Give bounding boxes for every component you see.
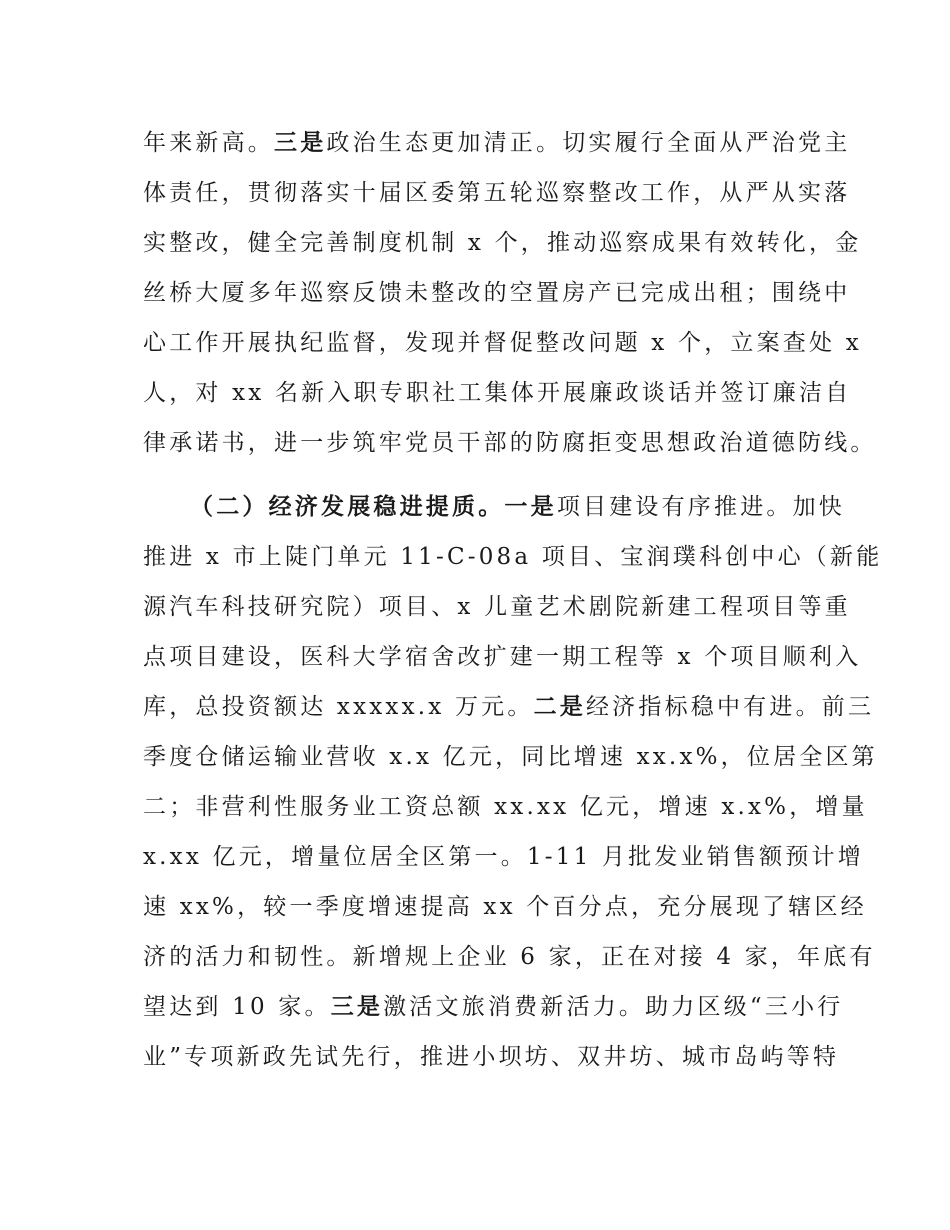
text-run: 体责任，贯彻落实十届区委第五轮巡察整改工作，从严从实落 <box>143 180 851 206</box>
text-line <box>143 937 876 977</box>
text-run: 政治生态更加清正。切实履行全面从严治党主 <box>326 130 851 156</box>
text-line <box>143 423 877 463</box>
text-run: 实整改，健全完善制度机制 x 个，推动巡察成果有效转化，金 <box>143 230 862 256</box>
text-run: 年来新高。 <box>143 130 274 156</box>
text-line <box>143 373 852 413</box>
text-line <box>143 223 862 263</box>
text-run: 经济指标稳中有进。前三 <box>585 694 875 720</box>
text-run: x.xx 亿元，增量位居全区第一。1-11 月批发业销售额预计增 <box>143 844 864 870</box>
text-run: 望达到 10 家。 <box>143 994 331 1020</box>
text-run: 速 xx%，较一季度增速提高 xx 个百分点，充分展现了辖区经 <box>143 894 867 920</box>
text-line <box>143 737 878 777</box>
text-line <box>143 787 868 827</box>
text-line <box>143 323 862 363</box>
text-line <box>143 987 844 1027</box>
text-run: 业”专项新政先试先行，推进小坝坊、双井坊、城市岛屿等特 <box>143 1044 840 1070</box>
text-run: 心工作开展执纪监督，发现并督促整改问题 x 个，立案查处 x <box>143 330 862 356</box>
text-run: 激活文旅消费新活力。助力区级“三小行 <box>383 994 844 1020</box>
text-run: 季度仓储运输业营收 x.x 亿元，同比增速 xx.x%，位居全区第 <box>143 744 878 770</box>
text-run: 源汽车科技研究院）项目、x 儿童艺术剧院新建工程项目等重 <box>143 594 851 620</box>
text-run: 律承诺书，进一步筑牢党员干部的防腐拒变思想政治道德防线。 <box>143 430 877 456</box>
bold-phrase: （二）经济发展稳进提质。一是 <box>190 494 557 520</box>
text-run: 库，总投资额达 xxxxx.x 万元。 <box>143 694 534 720</box>
text-run: 二；非营利性服务业工资总额 xx.xx 亿元，增速 x.x%，增量 <box>143 794 868 820</box>
text-run: 济的活力和韧性。新增规上企业 6 家，正在对接 4 家，年底有 <box>143 944 876 970</box>
text-line <box>143 687 875 727</box>
text-line <box>143 837 864 877</box>
text-line <box>143 887 867 927</box>
text-run: 推进 x 市上陡门单元 11-C-08a 项目、宝润璞科创中心（新能 <box>143 544 883 570</box>
bold-phrase: 三是 <box>330 994 384 1020</box>
text-line <box>143 1037 840 1077</box>
text-line <box>143 123 851 163</box>
text-line <box>143 273 851 313</box>
bold-phrase: 三是 <box>274 130 327 156</box>
text-run: 项目建设有序推进。加快 <box>556 494 846 520</box>
text-run: 人，对 xx 名新入职专职社工集体开展廉政谈话并签订廉洁自 <box>143 380 852 406</box>
text-line <box>143 637 862 677</box>
text-line <box>143 537 883 577</box>
bold-phrase: 二是 <box>533 694 586 720</box>
text-run: 丝桥大厦多年巡察反馈未整改的空置房产已完成出租；围绕中 <box>143 280 851 306</box>
text-run: 点项目建设，医科大学宿舍改扩建一期工程等 x 个项目顺利入 <box>143 644 862 670</box>
text-line <box>143 173 851 213</box>
text-line <box>190 487 846 527</box>
text-line <box>143 587 851 627</box>
